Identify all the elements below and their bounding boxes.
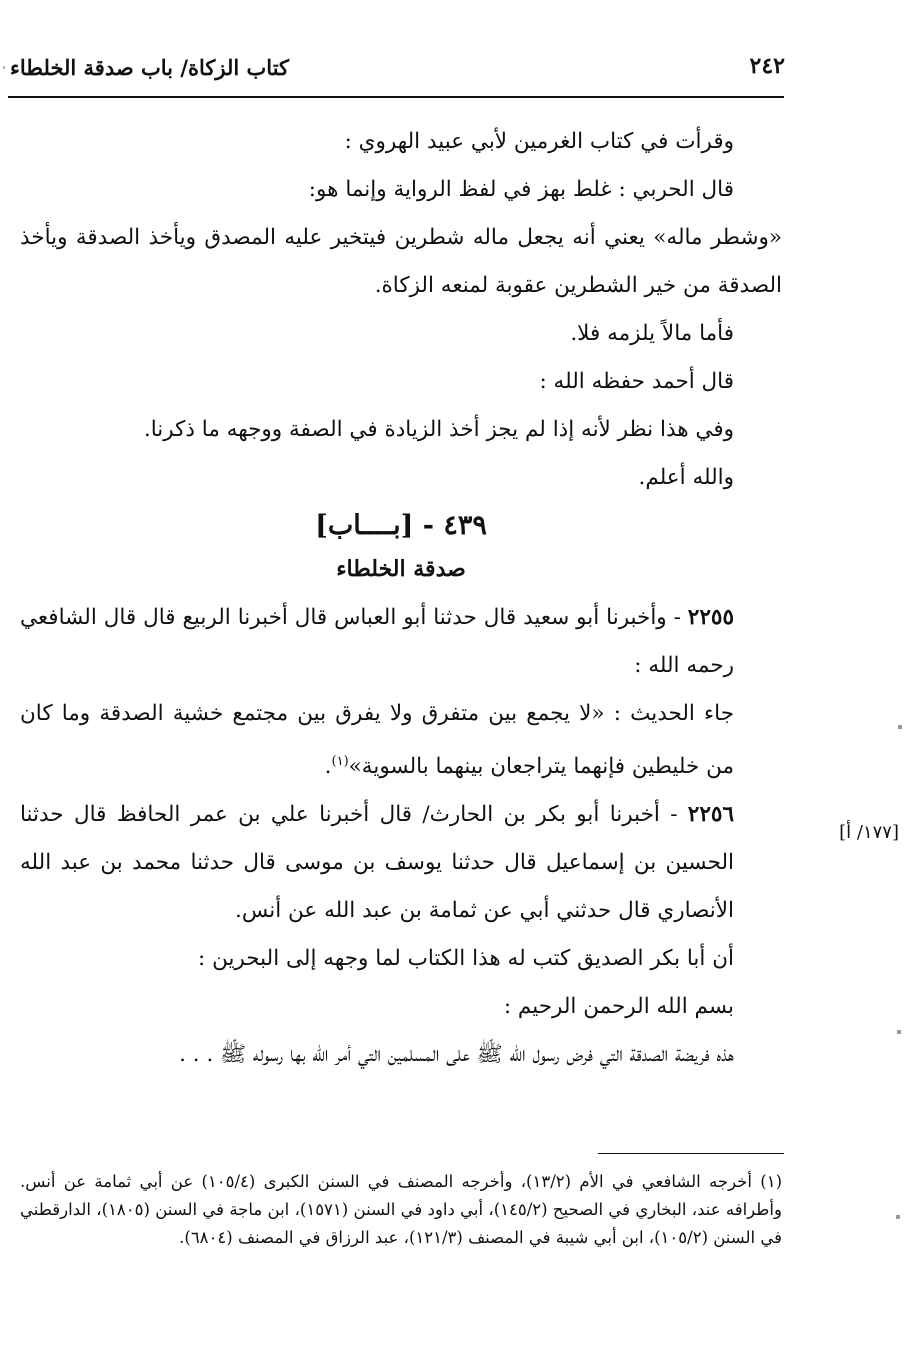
running-title: كتاب الزكاة/ باب صدقة الخلطاء bbox=[10, 55, 290, 80]
paragraph-8 bbox=[20, 690, 782, 791]
header-rule bbox=[8, 96, 784, 98]
chapter-heading: ٤٣٩ - [بــــاب] bbox=[315, 510, 487, 541]
paragraph-7: والله أعلم. bbox=[638, 465, 734, 490]
paragraph-2: قال الحربي : غلط بهز في لفظ الرواية وإنما هو: bbox=[308, 177, 734, 202]
scan-speck bbox=[898, 725, 902, 729]
manuscript-folio-ref: [١٧٧/ أ] bbox=[839, 822, 899, 843]
page-number: ٢٤٢ bbox=[749, 53, 785, 79]
paragraph-1: وقرأت في كتاب الغرمين لأبي عبيد الهروي : bbox=[344, 129, 734, 154]
scan-speck bbox=[896, 1215, 900, 1219]
hadith-2255 bbox=[20, 594, 782, 690]
hadith-2256 bbox=[20, 791, 782, 935]
corner-mark: ٬ bbox=[2, 64, 6, 78]
paragraph-9: أن أبا بكر الصديق كتب له هذا الكتاب لما وجهه إلى البحرين : bbox=[198, 946, 734, 972]
hadith-quote: جاء الحديث : «لا يجمع بين متفرق ولا يفرق بين مجتمع خشية الصدقة وما كان من خليطين فإنهما يتراجعان بينهما بالسوية» bbox=[20, 701, 734, 780]
paragraph-3: «وشطر ماله» يعني أنه يجعل ماله شطرين فيتخير عليه المصدق ويأخذ الصدقة ويأخذ الصدقة من خير الشطرين عقوبة لمنعه الزكاة. bbox=[20, 225, 782, 298]
footnote-rule bbox=[598, 1153, 784, 1154]
footnote-1: (١) أخرجه الشافعي في الأم (١٣/٢)، وأخرجه المصنف في السنن الكبرى (١٠٥/٤) عن أبي ثمامة عن أنس. وأطرافه عند، البخاري في الصحيح (١٤٥/٢)، أبي داود في السنن (١٥٧١)، ابن ماجة في السنن (١٨٠٥)، الدارقطني في السنن (١٠٥/٢)، ابن أبي شيبة في المصنف (١٢١/٣)، عبد الرزاق في المصنف (٦٨٠٤). bbox=[20, 1172, 782, 1247]
footnotes bbox=[20, 1168, 782, 1252]
paragraph-6: وفي هذا نظر لأنه إذا لم يجز أخذ الزيادة في الصفة ووجهه ما ذكرنا. bbox=[143, 417, 734, 442]
paragraph-10: بسم الله الرحمن الرحيم : bbox=[503, 994, 734, 1020]
hadith-number: ٢٢٥٥ bbox=[687, 605, 734, 630]
hadith-number: ٢٢٥٦ bbox=[687, 802, 734, 828]
hadith-text: - أخبرنا أبو بكر بن الحارث/ قال أخبرنا علي بن عمر الحافظ قال حدثنا الحسين بن إسماعيل قال حدثنا يوسف بن موسى قال حدثنا محمد بن عبد الله الأنصاري قال حدثني أبي عن ثمامة بن عبد الله عن أنس. bbox=[20, 802, 734, 924]
scan-speck bbox=[897, 1030, 901, 1034]
footnote-ref[interactable]: (١) bbox=[331, 754, 349, 769]
paragraph-11: هذه فريضة الصدقة التي فرض رسول الله ﷺ على المسلمين التي أمر الله بها رسوله ﷺ . . . bbox=[179, 1042, 734, 1068]
chapter-subheading: صدقة الخلطاء bbox=[336, 556, 466, 582]
sentence-end: . bbox=[324, 754, 332, 780]
hadith-text: - وأخبرنا أبو سعيد قال حدثنا أبو العباس قال أخبرنا الربيع قال قال الشافعي رحمه الله : bbox=[20, 605, 734, 678]
paragraph-5: قال أحمد حفظه الله : bbox=[539, 369, 734, 394]
paragraph-4: فأما مالاً يلزمه فلا. bbox=[570, 321, 734, 346]
main-text bbox=[20, 118, 782, 1079]
